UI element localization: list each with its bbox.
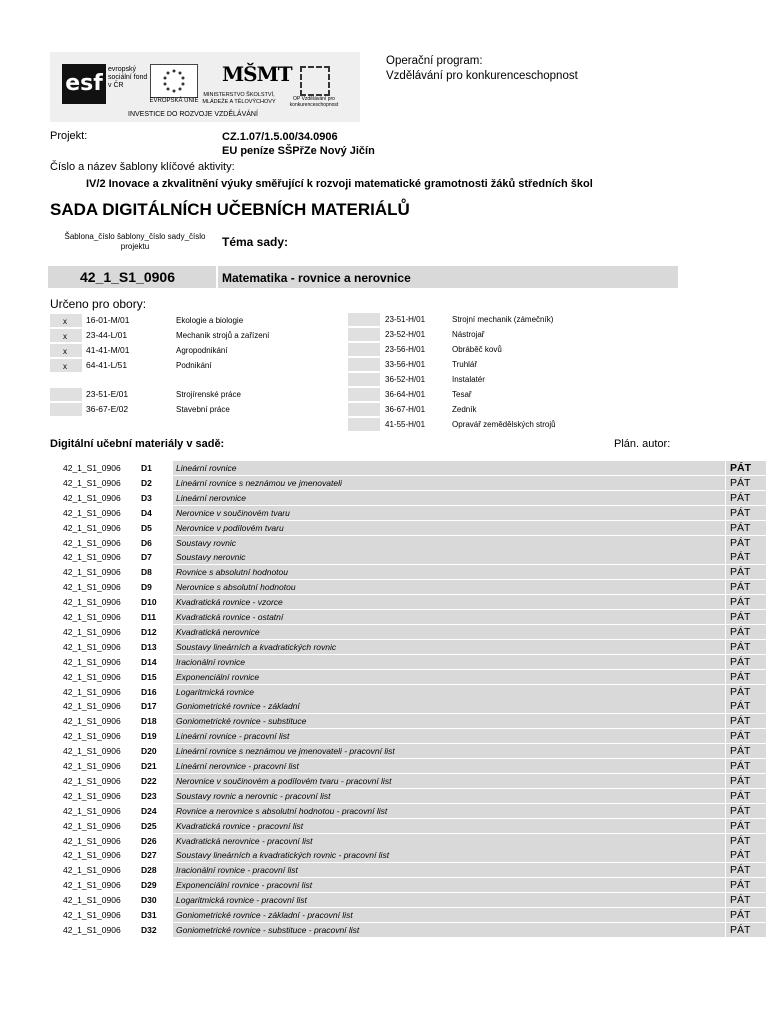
material-id: D27 — [141, 850, 157, 861]
projekt-label: Projekt: — [50, 130, 88, 142]
material-author: PÁT — [730, 700, 751, 713]
material-author: PÁT — [730, 625, 751, 638]
title-cell — [173, 550, 725, 564]
material-id: D9 — [141, 582, 152, 593]
material-code: 42_1_S1_0906 — [63, 612, 121, 622]
table-row — [50, 521, 751, 535]
material-author: PÁT — [730, 774, 751, 787]
material-title: Soustavy rovnic a nerovnic - pracovní list — [176, 790, 331, 801]
op-label: OP Vzdělávání pro konkurenceschopnost — [289, 96, 339, 108]
table-row — [50, 610, 751, 624]
table-row — [50, 774, 751, 788]
table-row — [50, 640, 751, 654]
material-code: 42_1_S1_0906 — [63, 641, 121, 652]
obor-code: 16-01-M/01 — [86, 315, 130, 325]
obor-name: Mechanik strojů a zařízení — [176, 331, 270, 340]
material-id: D22 — [141, 775, 157, 786]
material-code: 42_1_S1_0906 — [63, 522, 121, 533]
msmt-label: MINISTERSTVO ŠKOLSTVÍ, MLÁDEŽE A TĚLOVÝCHOVY — [202, 92, 276, 105]
projekt-code: CZ.1.07/1.5.00/34.0906 — [222, 131, 338, 143]
table-row — [50, 848, 751, 862]
material-id: D12 — [141, 626, 157, 637]
material-author: PÁT — [730, 894, 751, 907]
material-title: Lineární nerovnice — [176, 492, 246, 503]
material-title: Logaritmická rovnice — [176, 686, 254, 697]
op-line-2: Vzdělávání pro konkurenceschopnost — [386, 70, 578, 82]
material-id: D17 — [141, 701, 157, 712]
material-title: Iracionální rovnice — [176, 656, 245, 667]
obor-mark-cell — [348, 358, 380, 371]
material-code: 42_1_S1_0906 — [63, 597, 121, 608]
material-title: Logaritmická rovnice - pracovní list — [176, 895, 307, 906]
material-code: 42_1_S1_0906 — [63, 910, 121, 920]
material-title: Nerovnice v podílovém tvaru — [176, 522, 284, 533]
obor-code: 41-55-H/01 — [385, 420, 426, 429]
obor-code: 64-41-L/51 — [86, 360, 128, 370]
material-title: Exponenciální rovnice - pracovní list — [176, 880, 313, 891]
table-row — [50, 789, 751, 803]
material-title: Lineární nerovnice - pracovní list — [176, 761, 299, 771]
material-code: 42_1_S1_0906 — [63, 746, 121, 757]
obor-code: 36-52-H/01 — [385, 375, 426, 384]
table-row — [50, 565, 751, 579]
material-id: D8 — [141, 567, 152, 578]
obor-name: Strojní mechanik (zámečník) — [452, 315, 554, 324]
table-row — [50, 893, 751, 907]
sada-topic: Matematika - rovnice a nerovnice — [222, 271, 411, 285]
msmt-logo: MŠMT — [222, 62, 292, 86]
table-row — [50, 506, 751, 520]
obor-code: 33-56-H/01 — [385, 360, 426, 369]
material-title: Goniometrické rovnice - substituce — [176, 716, 307, 727]
table-row — [50, 595, 751, 609]
table-row — [50, 819, 751, 833]
obor-code: 23-44-L/01 — [86, 330, 128, 340]
obor-mark-cell — [348, 313, 380, 326]
material-title: Soustavy nerovnic — [176, 552, 246, 563]
material-code: 42_1_S1_0906 — [63, 850, 121, 861]
material-code: 42_1_S1_0906 — [63, 731, 121, 742]
table-row — [50, 550, 751, 564]
material-title: Soustavy rovnic — [176, 537, 236, 548]
sada-bar-divider — [216, 266, 218, 288]
material-code: 42_1_S1_0906 — [63, 567, 121, 578]
material-title: Nerovnice s absolutní hodnotou — [176, 582, 296, 593]
material-author: PÁT — [730, 834, 751, 847]
material-code: 42_1_S1_0906 — [63, 626, 121, 637]
material-title: Rovnice s absolutní hodnotou — [176, 567, 288, 578]
obor-mark: x — [63, 347, 67, 356]
material-title: Lineární rovnice s neznámou ve jmenovateli - pracovní list — [176, 746, 395, 757]
material-code: 42_1_S1_0906 — [63, 463, 121, 473]
table-row — [50, 878, 751, 892]
esf-text: evropský sociální fond v ČR — [108, 66, 148, 89]
material-code: 42_1_S1_0906 — [63, 582, 121, 593]
obor-mark-cell — [348, 343, 380, 356]
material-title: Kvadratická nerovnice — [176, 626, 260, 637]
material-title: Soustavy lineárních a kvadratických rovnic - pracovní list — [176, 850, 390, 861]
obor-name: Agropodnikání — [176, 346, 228, 355]
material-title: Lineární rovnice - pracovní list — [176, 731, 290, 742]
table-row — [50, 491, 751, 505]
material-code: 42_1_S1_0906 — [63, 775, 121, 786]
obory-label: Určeno pro obory: — [50, 297, 147, 311]
sablona-desc: Šablona_číslo šablony_číslo sady_číslo projektu — [64, 232, 206, 251]
table-row — [50, 461, 751, 475]
material-code: 42_1_S1_0906 — [63, 805, 121, 816]
table-row — [50, 670, 751, 684]
projekt-value — [222, 130, 375, 158]
obor-code: 36-67-H/01 — [385, 405, 426, 414]
material-author: PÁT — [730, 864, 751, 877]
obor-name: Podnikání — [176, 361, 212, 370]
material-id: D13 — [141, 641, 157, 652]
material-author: PÁT — [730, 596, 751, 609]
eu-flag-icon — [150, 64, 198, 98]
obor-code: 41-41-M/01 — [86, 345, 130, 355]
page-title: SADA DIGITÁLNÍCH UČEBNÍCH MATERIÁLŮ — [50, 200, 410, 219]
material-title: Goniometrické rovnice - základní - pracovní list — [176, 910, 353, 920]
material-author: PÁT — [730, 715, 751, 728]
material-author: PÁT — [730, 491, 751, 504]
table-row — [50, 655, 751, 669]
material-code: 42_1_S1_0906 — [63, 492, 121, 503]
material-id: D14 — [141, 656, 157, 667]
material-author: PÁT — [730, 730, 751, 743]
obor-mark: x — [63, 332, 67, 341]
material-id: D6 — [141, 537, 152, 548]
material-id: D16 — [141, 686, 157, 697]
table-row — [50, 580, 751, 594]
material-code: 42_1_S1_0906 — [63, 701, 121, 712]
obor-name: Tesař — [452, 390, 472, 399]
obor-mark-cell — [348, 388, 380, 401]
material-id: D26 — [141, 835, 157, 846]
obor-name: Obráběč kovů — [452, 345, 502, 354]
material-title: Lineární rovnice — [176, 463, 237, 473]
title-cell — [173, 491, 725, 505]
material-author: PÁT — [730, 521, 751, 534]
table-row — [50, 923, 751, 937]
table-row — [50, 536, 751, 550]
esf-logo: esf — [62, 64, 106, 104]
obor-mark: x — [63, 317, 67, 326]
material-code: 42_1_S1_0906 — [63, 716, 121, 727]
material-title: Kvadratická nerovnice - pracovní list — [176, 835, 313, 846]
sablona-name: IV/2 Inovace a zkvalitnění výuky směřující k rozvoji matematické gramotnosti žáků středních škol — [86, 178, 593, 190]
material-id: D23 — [141, 790, 157, 801]
material-code: 42_1_S1_0906 — [63, 895, 121, 906]
material-title: Kvadratická rovnice - ostatní — [176, 612, 284, 622]
material-author: PÁT — [730, 789, 751, 802]
material-title: Soustavy lineárních a kvadratických rovnic — [176, 641, 337, 652]
table-row — [50, 729, 751, 743]
material-author: PÁT — [730, 536, 751, 549]
obor-mark-cell — [348, 328, 380, 341]
tema-label: Téma sady: — [222, 235, 289, 249]
material-code: 42_1_S1_0906 — [63, 552, 121, 563]
obor-mark-cell — [348, 373, 380, 386]
material-code: 42_1_S1_0906 — [63, 656, 121, 667]
obor-code: 23-51-H/01 — [385, 315, 426, 324]
material-author: PÁT — [730, 506, 751, 519]
table-row — [50, 476, 751, 490]
material-author: PÁT — [730, 581, 751, 594]
material-author: PÁT — [730, 745, 751, 758]
material-author: PÁT — [730, 760, 751, 772]
material-author: PÁT — [730, 685, 751, 698]
material-title: Goniometrické rovnice - základní — [176, 701, 300, 712]
material-id: D5 — [141, 522, 152, 533]
obor-code: 23-51-E/01 — [86, 389, 129, 399]
title-cell — [173, 655, 725, 669]
material-author: PÁT — [730, 879, 751, 892]
material-title: Nerovnice v součinovém a podílovém tvaru - pracovní list — [176, 775, 392, 786]
title-cell — [173, 685, 725, 699]
material-title: Kvadratická rovnice - vzorce — [176, 597, 283, 608]
material-author: PÁT — [730, 849, 751, 862]
operacni-program — [386, 54, 578, 84]
sada-code: 42_1_S1_0906 — [80, 269, 175, 285]
material-author: PÁT — [730, 611, 751, 623]
obor-name: Opravář zemědělských strojů — [452, 420, 556, 429]
obor-code: 36-67-E/02 — [86, 404, 129, 414]
material-id: D1 — [141, 463, 152, 473]
obor-mark-cell — [50, 403, 82, 416]
material-id: D30 — [141, 895, 157, 906]
author-label: Plán. autor: — [614, 438, 671, 450]
material-id: D28 — [141, 865, 157, 876]
material-code: 42_1_S1_0906 — [63, 477, 121, 488]
materials-label: Digitální učební materiály v sadě: — [50, 438, 225, 450]
material-id: D3 — [141, 492, 152, 503]
material-title: Exponenciální rovnice — [176, 671, 260, 682]
material-id: D7 — [141, 552, 152, 563]
projekt-name: EU peníze SŠPřZe Nový Jičín — [222, 145, 375, 157]
material-title: Iracionální rovnice - pracovní list — [176, 865, 298, 876]
obor-name: Ekologie a biologie — [176, 316, 244, 325]
table-row — [50, 863, 751, 877]
material-author: PÁT — [730, 909, 751, 921]
material-id: D24 — [141, 805, 157, 816]
material-author: PÁT — [730, 923, 751, 936]
material-id: D20 — [141, 746, 157, 757]
table-row — [50, 759, 751, 773]
material-author: PÁT — [730, 462, 751, 474]
material-author: PÁT — [730, 566, 751, 579]
title-cell — [173, 461, 725, 475]
material-code: 42_1_S1_0906 — [63, 790, 121, 801]
table-row — [50, 804, 751, 818]
material-id: D11 — [141, 612, 157, 622]
table-row — [50, 699, 751, 713]
obor-name: Nástrojař — [452, 330, 485, 339]
material-title: Lineární rovnice s neznámou ve jmenovateli — [176, 477, 342, 488]
material-id: D29 — [141, 880, 157, 891]
material-code: 42_1_S1_0906 — [63, 537, 121, 548]
op-logo-icon — [300, 66, 330, 96]
table-row — [50, 625, 751, 639]
material-code: 42_1_S1_0906 — [63, 507, 121, 518]
table-row — [50, 834, 751, 848]
obor-name: Truhlář — [452, 360, 478, 369]
material-code: 42_1_S1_0906 — [63, 924, 121, 935]
material-author: PÁT — [730, 640, 751, 653]
op-line-1: Operační program: — [386, 55, 483, 67]
material-id: D32 — [141, 924, 157, 935]
material-code: 42_1_S1_0906 — [63, 671, 121, 682]
obor-code: 23-56-H/01 — [385, 345, 426, 354]
obor-name: Zedník — [452, 405, 477, 414]
obor-mark: x — [63, 362, 67, 371]
material-id: D19 — [141, 731, 157, 742]
material-title: Rovnice a nerovnice s absolutní hodnotou - pracovní list — [176, 805, 388, 816]
table-row — [50, 714, 751, 728]
material-code: 42_1_S1_0906 — [63, 880, 121, 891]
material-title: Kvadratická rovnice - pracovní list — [176, 820, 304, 831]
obor-name: Instalatér — [452, 375, 485, 384]
table-row — [50, 685, 751, 699]
material-author: PÁT — [730, 804, 751, 817]
material-title: Nerovnice v součinovém tvaru — [176, 507, 290, 518]
material-code: 42_1_S1_0906 — [63, 820, 121, 831]
material-id: D21 — [141, 761, 157, 771]
material-author: PÁT — [730, 670, 751, 683]
material-id: D2 — [141, 477, 152, 488]
obor-code: 23-52-H/01 — [385, 330, 426, 339]
investice-text: INVESTICE DO ROZVOJE VZDĚLÁVÁNÍ — [128, 111, 258, 118]
obor-mark-cell — [348, 418, 380, 431]
obor-code: 36-64-H/01 — [385, 390, 426, 399]
material-code: 42_1_S1_0906 — [63, 761, 121, 771]
material-author: PÁT — [730, 655, 751, 668]
material-code: 42_1_S1_0906 — [63, 835, 121, 846]
cislo-label: Číslo a název šablony klíčové aktivity: — [50, 161, 235, 173]
material-code: 42_1_S1_0906 — [63, 865, 121, 876]
obor-mark-cell — [348, 403, 380, 416]
obor-name: Strojírenské práce — [176, 390, 241, 399]
eu-label: EVROPSKÁ UNIE — [149, 98, 199, 104]
material-code: 42_1_S1_0906 — [63, 686, 121, 697]
material-title: Goniometrické rovnice - substituce - pracovní list — [176, 924, 360, 935]
title-cell — [173, 536, 725, 550]
obor-mark-cell — [50, 388, 82, 401]
material-id: D10 — [141, 597, 157, 608]
material-id: D4 — [141, 507, 152, 518]
obor-name: Stavební práce — [176, 405, 230, 414]
material-id: D25 — [141, 820, 157, 831]
material-id: D15 — [141, 671, 157, 682]
table-row — [50, 744, 751, 758]
table-row — [50, 908, 751, 922]
material-author: PÁT — [730, 819, 751, 832]
material-author: PÁT — [730, 476, 751, 489]
material-id: D31 — [141, 910, 157, 920]
material-id: D18 — [141, 716, 157, 727]
material-author: PÁT — [730, 551, 751, 564]
